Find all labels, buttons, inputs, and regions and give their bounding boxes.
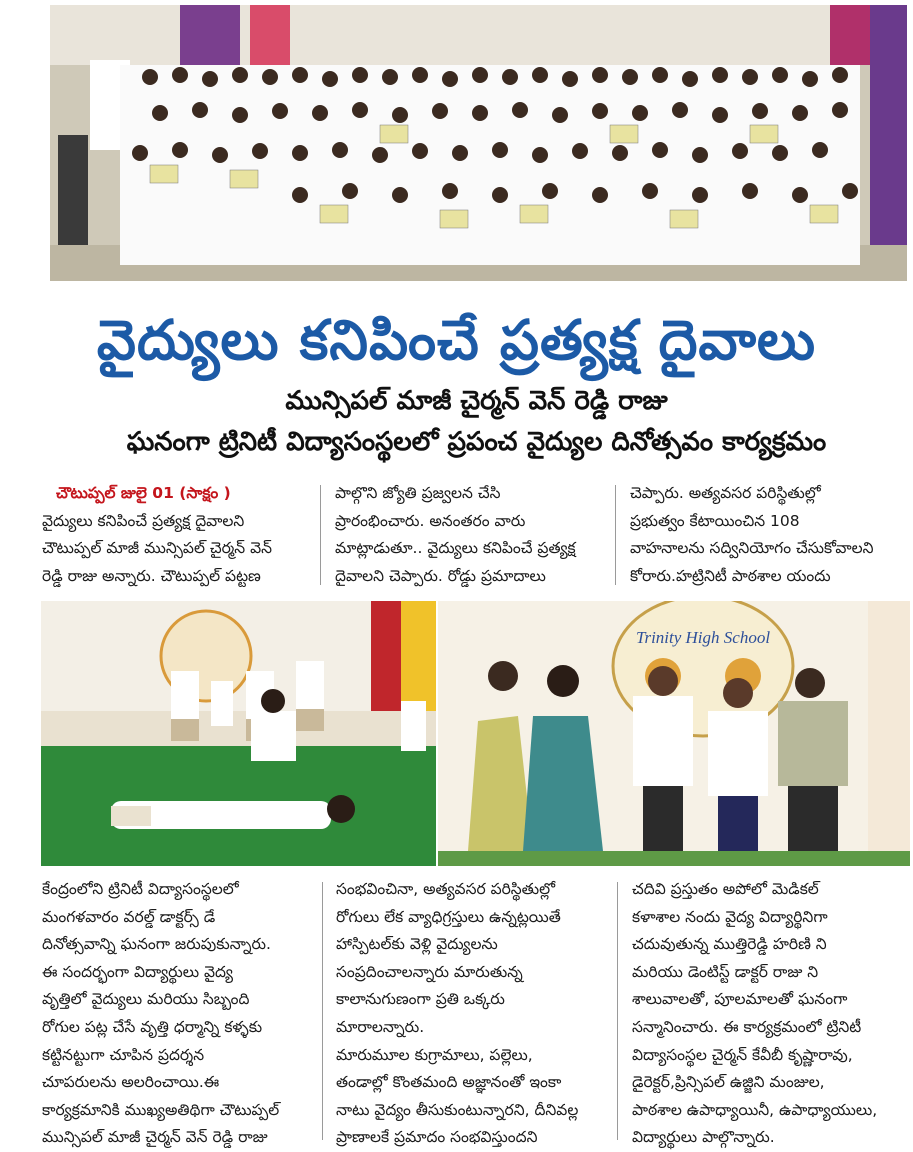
column-divider	[322, 882, 323, 1140]
cpr-demonstration-photo	[41, 601, 436, 866]
text-line: ప్రాణాలకే ప్రమాదం సంభవిస్తుందని	[336, 1128, 538, 1147]
article-column-1	[42, 480, 307, 590]
text-line: రెడ్డి రాజు అన్నారు. చౌటుప్పల్ పట్టణ	[42, 566, 261, 585]
group-photo	[50, 5, 907, 281]
article-column-5	[336, 876, 606, 1152]
text-line: తండాల్లో కొంతమంది అజ్ఞానంతో ఇంకా	[336, 1073, 562, 1092]
text-line: దినోత్సవాన్ని ఘనంగా జరుపుకున్నారు.	[42, 935, 271, 954]
text-line: చౌటుప్పల్ మాజీ మున్సిపల్ చైర్మన్ వెన్	[42, 539, 272, 558]
text-line: మరియు డెంటిస్ట్ డాక్టర్ రాజు ని	[632, 962, 819, 981]
article-column-2	[335, 480, 600, 590]
subheadline-1: మున్సిపల్ మాజీ చైర్మన్ వెన్ రెడ్డి రాజు	[285, 386, 668, 416]
text-line: వాహనాలను సద్వినియోగం చేసుకోవాలని	[630, 539, 874, 558]
text-line: కాలానుగుణంగా ప్రతి ఒక్కరు	[336, 990, 505, 1009]
text-line: వైద్యులు కనిపించే ప్రత్యక్ష దైవాలని	[42, 511, 245, 530]
text-line: రోగులు లేక వ్యాధిగ్రస్తులు ఉన్నట్లయితే	[336, 907, 561, 926]
text-line: మాట్లాడుతూ.. వైద్యులు కనిపించే ప్రత్యక్ష	[335, 539, 576, 558]
text-line: కట్టినట్టుగా చూపిన ప్రదర్శన	[42, 1045, 205, 1064]
text-line: కళాశాల నందు వైద్య విద్యార్థినిగా	[632, 907, 828, 926]
text-line: సంభవించినా, అత్యవసర పరిస్థితుల్లో	[336, 880, 556, 898]
text-line: మారాలన్నారు.	[336, 1017, 425, 1036]
text-line: సంప్రదించాలన్నారు మారుతున్న	[336, 962, 523, 981]
text-line: పాఠశాల ఉపాధ్యాయినీ, ఉపాధ్యాయులు,	[632, 1100, 878, 1119]
text-line: చదివి ప్రస్తుతం అపోలో మెడికల్	[632, 880, 819, 898]
column-divider	[320, 485, 321, 585]
text-line: సన్మానించారు. ఈ కార్యక్రమంలో ట్రినిటీ	[632, 1017, 862, 1036]
article-column-4	[42, 876, 312, 1152]
column-divider	[617, 882, 618, 1140]
text-line: నాటు వైద్యం తీసుకుంటున్నారని, దీనివల్ల	[336, 1100, 579, 1119]
text-line: చూపరులను అలరించాయి.ఈ	[42, 1073, 220, 1092]
text-line: మంగళవారం వరల్డ్ డాక్టర్స్ డే	[42, 907, 216, 926]
text-line: శాలువాలతో, పూలమాలతో ఘనంగా	[632, 990, 848, 1009]
text-line: చెప్పారు. అత్యవసర పరిస్థితుల్లో	[630, 484, 821, 502]
text-line: మారుమూల కుగ్రామాలు, పల్లెలు,	[336, 1045, 533, 1064]
text-line: పాల్గొని జ్యోతి ప్రజ్వలన చేసి	[335, 484, 501, 502]
headline: వైద్యులు కనిపించే ప్రత్యక్ష దైవాలు	[96, 308, 817, 372]
text-line: డైరెక్టర్,ప్రిన్సిపల్ ఉజ్జిని మంజుల,	[632, 1073, 825, 1092]
text-line: దైవాలని చెప్పారు. రోడ్డు ప్రమాదాలు	[335, 566, 546, 585]
article-column-3	[630, 480, 900, 590]
text-line: రోగుల పట్ల చేసే వృత్తి ధర్మాన్ని కళ్ళకు	[42, 1017, 263, 1036]
text-line: ప్రభుత్వం కేటాయించిన 108	[630, 511, 800, 530]
felicitation-photo	[438, 601, 910, 866]
text-line: విద్యార్థులు పాల్గొన్నారు.	[632, 1128, 775, 1147]
text-line: హాస్పిటల్‌కు వెళ్లి వైద్యులను	[336, 935, 498, 954]
text-line: ఈ సందర్భంగా విద్యార్థులు వైద్య	[42, 962, 233, 981]
column-divider	[615, 485, 616, 585]
text-line: కార్యక్రమానికి ముఖ్యఅతిథిగా చౌటుప్పల్	[42, 1100, 280, 1119]
text-line: వృత్తిలో వైద్యులు మరియు సిబ్బంది	[42, 990, 250, 1009]
text-line: ప్రారంభించారు. అనంతరం వారు	[335, 511, 526, 530]
text-line: విద్యాసంస్థల చైర్మన్ కేవీబీ కృష్ణారావు,	[632, 1045, 853, 1064]
dateline: చౌటుప్పల్ జులై 01 (సాక్షం )	[56, 484, 231, 502]
text-line: మున్సిపల్ మాజీ చైర్మన్ వెన్ రెడ్డి రాజు	[42, 1128, 268, 1147]
text-line: చదువుతున్న ముత్తిరెడ్డి హరిణి ని	[632, 935, 827, 954]
article-column-6	[632, 876, 904, 1152]
text-line: కోరారు.హట్రినిటీ పాఠశాల యందు	[630, 566, 831, 585]
text-line: కేంద్రంలోని ట్రినిటీ విద్యాసంస్థలలో	[42, 880, 239, 898]
banner-text: Trinity High School	[635, 628, 771, 647]
subheadline-2: ఘనంగా ట్రినిటీ విద్యాసంస్థలలో ప్రపంచ వైద్యుల దినోత్సవం కార్యక్రమం	[126, 427, 827, 457]
